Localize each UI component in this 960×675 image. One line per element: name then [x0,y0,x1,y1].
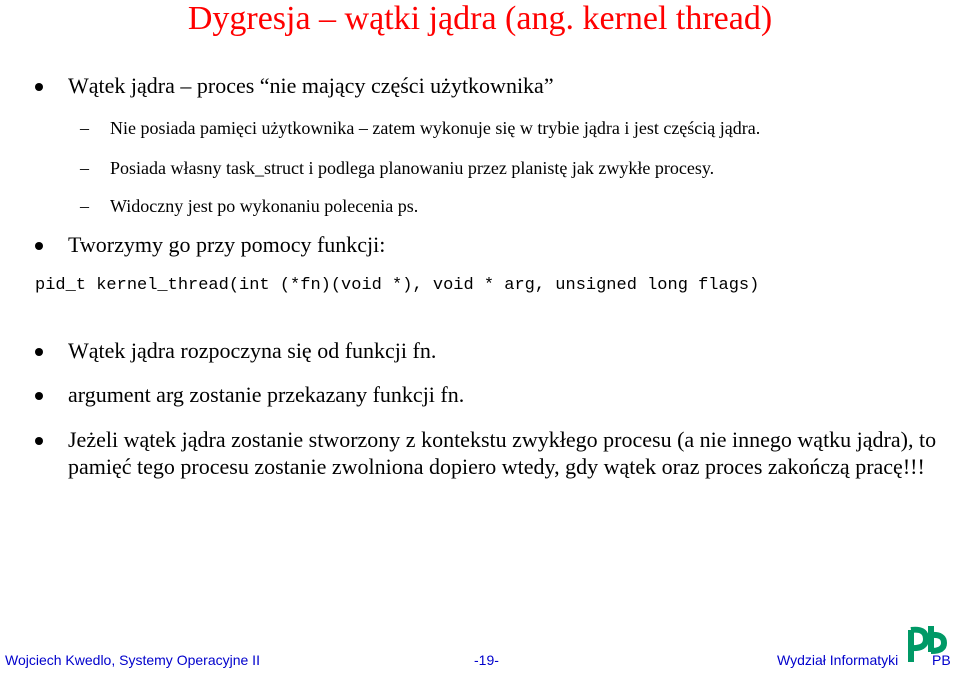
slide-title: Dygresja – wątki jądra (ang. kernel thread) [187,0,773,37]
bullet-text: Wątek jądra – proces “nie mający części użytkownika” [68,73,554,98]
sub-bullet-text: Widoczny jest po wykonaniu polecenia ps. [110,196,419,216]
bullet-text: Tworzymy go przy pomocy funkcji: [68,232,386,257]
footer-department: Wydział Informatyki [777,652,899,668]
dash-icon: – [80,196,89,216]
dash-icon: – [80,118,89,138]
footer-author: Wojciech Kwedlo, Systemy Operacyjne II [5,652,260,668]
sub-bullet-text: Nie posiada pamięci użytkownika – zatem wykonuje się w trybie jądra i jest częścią jądra. [110,118,761,138]
footer-page-number: -19- [474,652,499,668]
sub-bullet-text: Posiada własny task_struct i podlega planowaniu przez planistę jak zwykłe procesy. [110,158,715,178]
bullet-dot-icon [35,242,43,250]
pb-logo-icon [902,622,952,670]
bullet-text: Jeżeli wątek jądra zostanie stworzony z kontekstu zwykłego procesu (a nie innego wątku jądra), to pamięć tego procesu zostanie zwolniona dopiero wtedy, gdy wątek oraz proces zakończą pracę!!! [68,427,937,479]
logo-text: PB [932,652,951,668]
bullet-dot-icon [35,392,43,400]
bullet-dot-icon [35,83,43,91]
code-signature: pid_t kernel_thread(int (*fn)(void *), void * arg, unsigned long flags) [35,276,760,295]
bullet-text: Wątek jądra rozpoczyna się od funkcji fn. [68,338,437,363]
bullet-dot-icon [35,437,43,445]
bullet-text: argument arg zostanie przekazany funkcji fn. [68,382,465,407]
dash-icon: – [80,158,89,178]
bullet-dot-icon [35,348,43,356]
